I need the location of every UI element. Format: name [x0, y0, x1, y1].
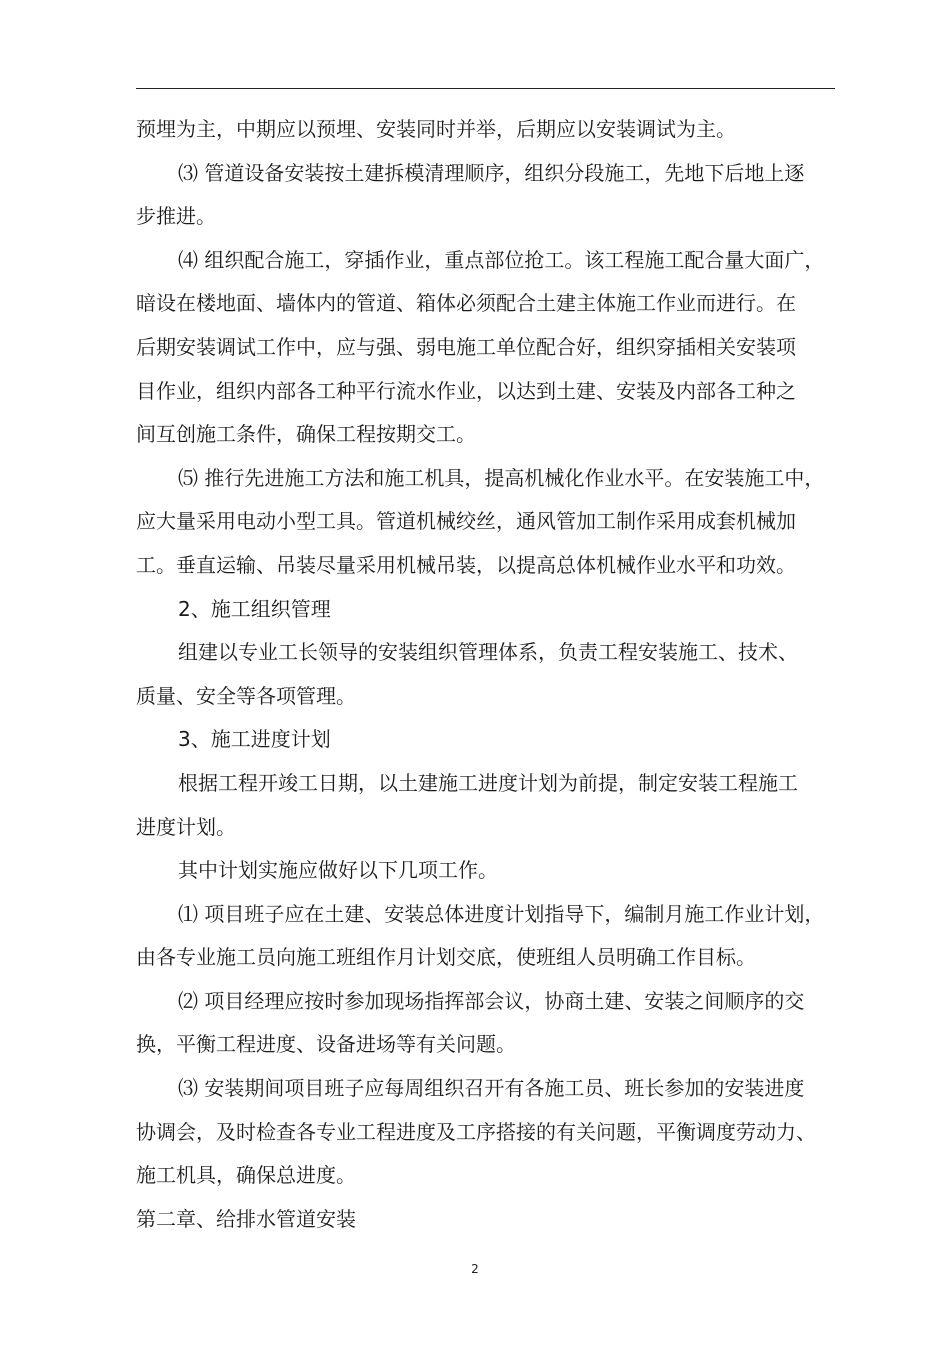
text-line: ⑴ 项目班子应在土建、安装总体进度计划指导下，编制月施工作业计划，	[178, 901, 825, 926]
header-rule	[136, 88, 835, 89]
text-line: 目作业，组织内部各工种平行流水作业，以达到土建、安装及内部各工种之	[136, 378, 796, 403]
page-number: 2	[471, 1262, 479, 1276]
text-line: 由各专业施工员向施工班组作月计划交底，使班组人员明确工作目标。	[136, 945, 756, 970]
chapter-heading: 第二章、给排水管道安装	[136, 1206, 356, 1231]
text-line: ⑶ 安装期间项目班子应每周组织召开有各施工员、班长参加的安装进度	[178, 1076, 805, 1101]
text-line: 根据工程开竣工日期，以土建施工进度计划为前提，制定安装工程施工	[178, 770, 798, 795]
text-line: ⑸ 推行先进施工方法和施工机具，提高机械化作业水平。在安装施工中，	[178, 465, 825, 490]
text-line: ⑷ 组织配合施工，穿插作业，重点部位抢工。该工程施工配合量大面广，	[178, 247, 825, 272]
text-line: 间互创施工条件，确保工程按期交工。	[136, 422, 476, 447]
section-heading: 2、施工组织管理	[178, 596, 331, 621]
text-line: 应大量采用电动小型工具。管道机械绞丝，通风管加工制作采用成套机械加	[136, 509, 796, 534]
text-line: 进度计划。	[136, 814, 236, 839]
text-line: 暗设在楼地面、墙体内的管道、箱体必须配合土建主体施工作业而进行。在	[136, 291, 796, 316]
text-line: 工。垂直运输、吊装尽量采用机械吊装，以提高总体机械作业水平和功效。	[136, 552, 796, 577]
document-body	[136, 108, 826, 1241]
text-line: 质量、安全等各项管理。	[136, 683, 356, 708]
section-heading: 3、施工进度计划	[178, 727, 331, 752]
text-line: 协调会，及时检查各专业工程进度及工序搭接的有关问题，平衡调度劳动力、	[136, 1119, 816, 1144]
text-line: ⑵ 项目经理应按时参加现场指挥部会议，协商土建、安装之间顺序的交	[178, 988, 805, 1013]
text-line: 预埋为主，中期应以预埋、安装同时并举，后期应以安装调试为主。	[136, 117, 736, 141]
text-line: 换，平衡工程进度、设备进场等有关问题。	[136, 1032, 516, 1057]
text-line: 步推进。	[136, 204, 216, 229]
text-line: 后期安装调试工作中，应与强、弱电施工单位配合好，组织穿插相关安装项	[136, 334, 796, 359]
text-line: 施工机具，确保总进度。	[136, 1163, 356, 1188]
text-line: 组建以专业工长领导的安装组织管理体系，负责工程安装施工、技术、	[178, 640, 798, 665]
text-line: 其中计划实施应做好以下几项工作。	[178, 858, 498, 883]
text-line: ⑶ 管道设备安装按土建拆模清理顺序，组织分段施工，先地下后地上逐	[178, 160, 805, 185]
